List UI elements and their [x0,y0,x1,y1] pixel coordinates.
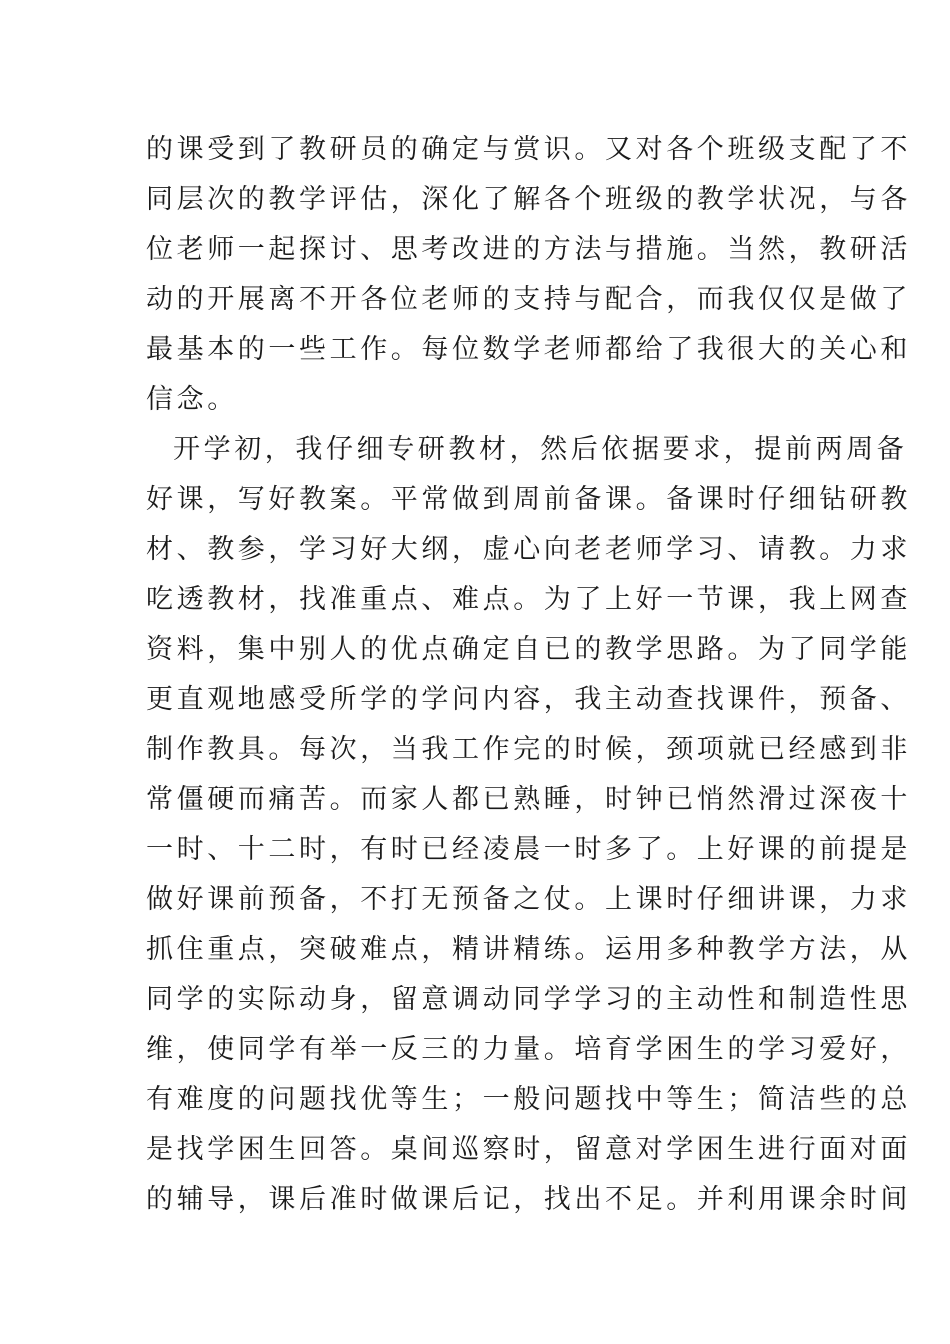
text-line: 做好课前预备，不打无预备之仗。上课时仔细讲课，力求 [146,884,911,915]
text-line: 抓住重点，突破难点，精讲精练。运用多种教学方法，从 [146,934,911,965]
text-line: 吃透教材，找准重点、难点。为了上好一节课，我上网查 [146,584,911,615]
text-line: 材、教参，学习好大纲，虚心向老老师学习、请教。力求 [146,534,911,565]
text-line: 一时、十二时，有时已经凌晨一时多了。上好课的前提是 [146,834,911,865]
text-line: 开学初，我仔细专研教材，然后依据要求，提前两周备 [173,434,908,465]
text-line: 常僵硬而痛苦。而家人都已熟睡，时钟已悄然滑过深夜十 [146,784,911,815]
text-line: 位老师一起探讨、思考改进的方法与措施。当然，教研活 [146,234,911,265]
text-line: 动的开展离不开各位老师的支持与配合，而我仅仅是做了 [146,284,911,315]
text-line: 同学的实际动身，留意调动同学学习的主动性和制造性思 [146,984,911,1015]
text-line: 好课，写好教案。平常做到周前备课。备课时仔细钻研教 [146,484,911,515]
text-line: 最基本的一些工作。每位数学老师都给了我很大的关心和 [146,334,911,365]
text-line: 资料，集中别人的优点确定自已的教学思路。为了同学能 [146,634,911,665]
text-line: 的辅导，课后准时做课后记，找出不足。并利用课余时间 [146,1184,911,1215]
text-line: 的课受到了教研员的确定与赏识。又对各个班级支配了不 [146,134,911,165]
text-line: 维，使同学有举一反三的力量。培育学困生的学习爱好， [146,1034,911,1065]
text-line: 有难度的问题找优等生；一般问题找中等生；简洁些的总 [146,1084,911,1115]
text-line: 同层次的教学评估，深化了解各个班级的教学状况，与各 [146,184,911,215]
text-line: 制作教具。每次，当我工作完的时候，颈项就已经感到非 [146,734,911,765]
text-line: 更直观地感受所学的学问内容，我主动查找课件，预备、 [146,684,911,715]
text-line: 信念。 [146,384,238,415]
text-line: 是找学困生回答。桌间巡察时，留意对学困生进行面对面 [146,1134,911,1165]
